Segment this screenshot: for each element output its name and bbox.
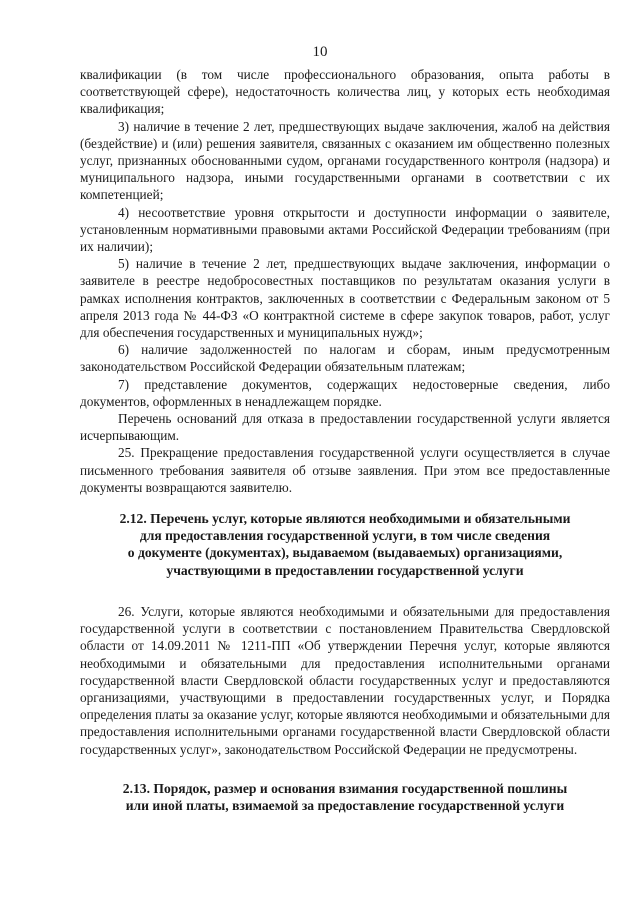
list-item-7: 7) представление документов, содержащих недостоверные сведения, либо документов, оформленных в ненадлежащем порядке. bbox=[80, 376, 610, 409]
list-item-3: 3) наличие в течение 2 лет, предшествующих выдаче заключения, жалоб на действия (бездействие) и (или) решения заявителя, связанных с оказанием им общественно полезных услуг, признанных обоснованными судом, органами государственного контроля (надзора) и муниципального надзора, иными государственными органами в соответствии с их компетенцией; bbox=[80, 118, 610, 203]
section-heading-2-13 bbox=[80, 780, 610, 814]
page-number: 10 bbox=[312, 44, 328, 60]
paragraph-26: 26. Услуги, которые являются необходимыми и обязательными для предоставления государственной услуги в соответствии с постановлением Правительства Свердловской области от 14.09.2011 № 1211-ПП «Об утверждении Перечня услуг, которые являются необходимыми и обязательными для предоставления исполнительными органами государственной власти Свердловской области государственных услуг и предоставляются организациями, участвующими в предоставлении государственных услуг, и Порядка определения платы за оказание услуг, которые являются необходимыми и обязательными для предоставления исполнительными органами государственной власти Свердловской области государственных услуг», законодательством Российской Федерации не предусмотрены. bbox=[80, 603, 610, 757]
heading-line: участвующими в предоставлении государственной услуги bbox=[166, 562, 524, 578]
document-body bbox=[80, 66, 610, 814]
paragraph-continuation: квалификации (в том числе профессионального образования, опыта работы в соответствующей сфере), недостаточность количества лиц, у которых есть необходимая квалификация; bbox=[80, 67, 610, 117]
heading-line: 2.13. Порядок, размер и основания взимания государственной пошлины bbox=[122, 780, 568, 796]
heading-line: или иной платы, взимаемой за предоставление государственной услуги bbox=[125, 797, 565, 813]
list-item-4: 4) несоответствие уровня открытости и доступности информации о заявителе, установленным нормативными правовыми актами Российской Федерации требованиям (при их наличии); bbox=[80, 204, 610, 255]
paragraph-25: 25. Прекращение предоставления государственной услуги осуществляется в случае письменного требования заявителя об отзыве заявления. При этом все предоставленные документы возвращаются заявителю. bbox=[80, 445, 610, 495]
section-heading-2-12 bbox=[80, 510, 610, 579]
list-item-6: 6) наличие задолженностей по налогам и сборам, иным предусмотренным законодательством Российской Федерации обязательным платежам; bbox=[80, 342, 610, 375]
list-item-5: 5) наличие в течение 2 лет, предшествующих выдаче заключения, информации о заявителе в реестре недобросовестных поставщиков по результатам оказания услуги в рамках исполнения контрактов, заключенных в соответствии с Федеральным законом от 5 апреля 2013 года № 44-ФЗ «О контрактной системе в сфере закупок товаров, работ, услуг для обеспечения государственных и муниципальных нужд»; bbox=[80, 256, 610, 341]
heading-line: для предоставления государственной услуги, в том числе сведения bbox=[139, 528, 551, 544]
heading-line: 2.12. Перечень услуг, которые являются необходимыми и обязательными bbox=[119, 511, 571, 527]
heading-line: о документе (документах), выдаваемом (выдаваемых) организациями, bbox=[127, 545, 563, 561]
paragraph-exhaustive-list: Перечень оснований для отказа в предоставлении государственной услуги является исчерпывающим. bbox=[80, 411, 610, 444]
